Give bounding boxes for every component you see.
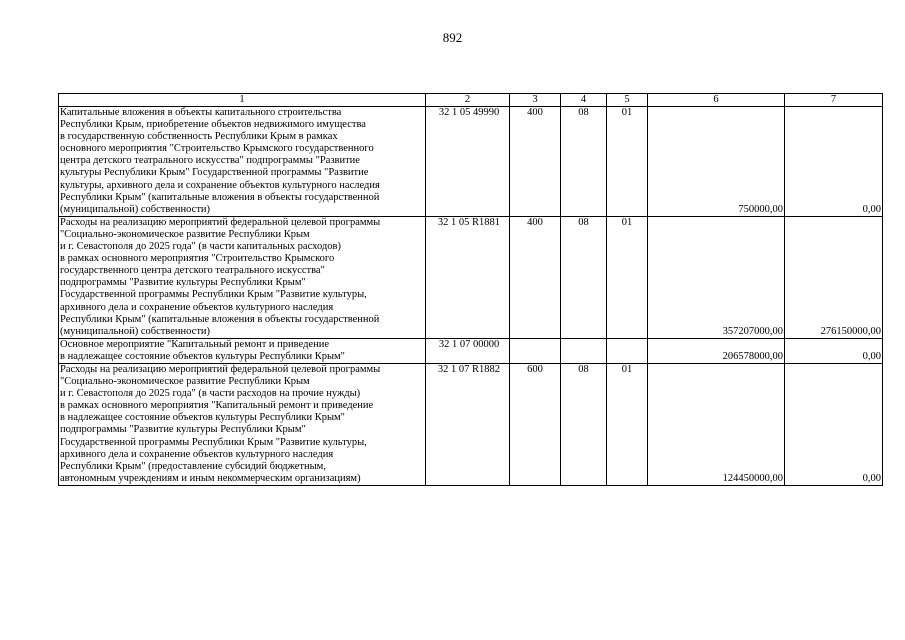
row-amount-6: 206578000,00 [648,338,785,363]
table-row [59,338,883,363]
page-number: 892 [442,30,463,45]
row-description: Расходы на реализацию мероприятий федеральной целевой программы "Социально-экономическое развитие Республики Крым и г. Севастополя до 2025 года" (в части расходов на прочие нужды) в рамках основного мероприятия "Капитальный ремонт и приведение в надлежащее состояние объектов культуры Республики Крым" подпрограммы "Развитие культуры Республики Крым" Государственной программы Республики Крым "Развитие культуры, архивного дела и сохранение объектов культурного наследия Республики Крым" (предоставление субсидий бюджетным, автономным учреждениям и иным некоммерческим организациям) [59,363,426,485]
table-row [59,107,883,217]
row-amount-7: 0,00 [785,338,883,363]
row-col4: 08 [561,363,607,485]
row-code: 32 1 05 R1881 [426,216,510,338]
row-code: 32 1 07 R1882 [426,363,510,485]
row-description: Расходы на реализацию мероприятий федеральной целевой программы "Социально-экономическое развитие Республики Крым и г. Севастополя до 2025 года" (в части капитальных расходов) в рамках основного мероприятия "Строительство Крымского государственного центра детского театрального искусства" подпрограммы "Развитие культуры Республики Крым" Государственной программы Республики Крым "Развитие культуры, архивного дела и сохранение объектов культурного наследия Республики Крым" (капитальные вложения в объекты государственной (муниципальной) собственности) [59,216,426,338]
column-header: 6 [648,94,785,107]
row-col3: 400 [510,107,561,217]
row-amount-6: 357207000,00 [648,216,785,338]
row-description: Капитальные вложения в объекты капитального строительства Республики Крым, приобретение объектов недвижимого имущества в государственную собственность Республики Крым в рамках основного мероприятия "Строительство Крымского государственного центра детского театрального искусства" подпрограммы "Развитие культуры Республики Крым" Государственной программы "Развитие культуры, архивного дела и сохранение объектов культурного наследия Республики Крым" (капитальные вложения в объекты государственной (муниципальной) собственности) [59,107,426,217]
row-amount-7: 0,00 [785,107,883,217]
row-description: Основное мероприятие "Капитальный ремонт и приведение в надлежащее состояние объектов культуры Республики Крым" [59,338,426,363]
column-header: 4 [561,94,607,107]
column-header: 7 [785,94,883,107]
row-code: 32 1 05 49990 [426,107,510,217]
row-col4: 08 [561,107,607,217]
column-header: 1 [59,94,426,107]
row-col4 [561,338,607,363]
row-amount-6: 124450000,00 [648,363,785,485]
table-row [59,216,883,338]
column-header: 2 [426,94,510,107]
column-header: 5 [607,94,648,107]
row-col3: 600 [510,363,561,485]
row-code: 32 1 07 00000 [426,338,510,363]
row-col5: 01 [607,363,648,485]
row-col3 [510,338,561,363]
row-col4: 08 [561,216,607,338]
header-row [59,94,883,107]
row-amount-7: 0,00 [785,363,883,485]
budget-table [58,93,883,486]
row-amount-6: 750000,00 [648,107,785,217]
column-header: 3 [510,94,561,107]
row-col5: 01 [607,107,648,217]
table-row [59,363,883,485]
row-amount-7: 276150000,00 [785,216,883,338]
row-col5 [607,338,648,363]
row-col5: 01 [607,216,648,338]
row-col3: 400 [510,216,561,338]
